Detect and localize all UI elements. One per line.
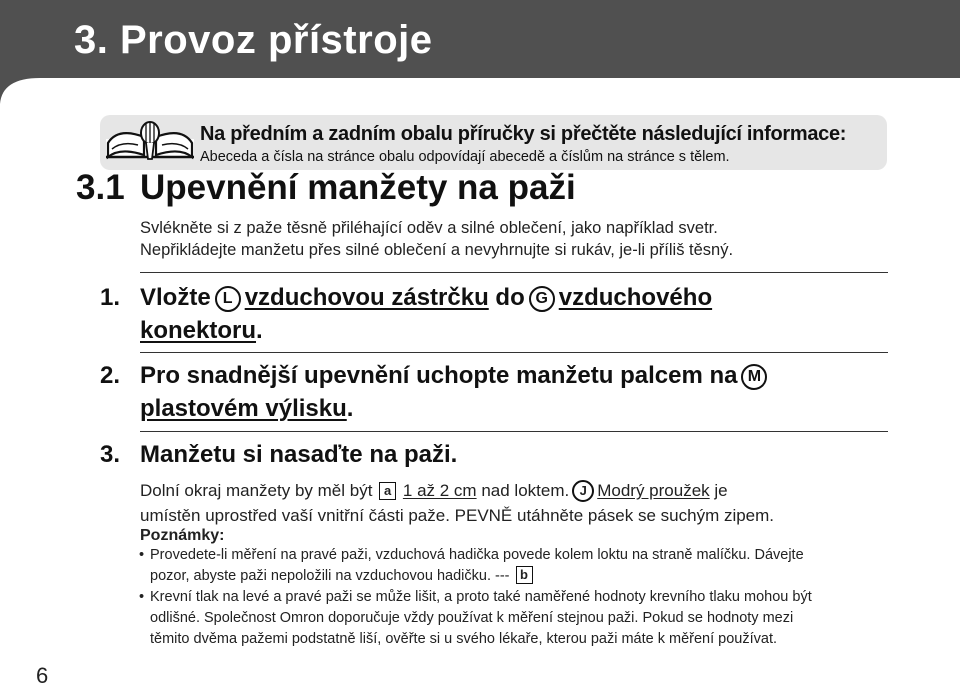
intro-line: Nepřikládejte manžetu přes silné oblečení a nevyhrnujte si rukáv, je-li příliš těsný. — [140, 241, 734, 259]
section-intro — [140, 217, 733, 261]
section-heading — [76, 168, 576, 208]
notice-title: Na předním a zadním obalu příručky si přečtěte následující informace: — [200, 123, 847, 145]
divider — [140, 352, 888, 353]
ref-box-b: b — [516, 566, 533, 584]
step-number: 2. — [100, 362, 121, 389]
notice-box — [100, 115, 887, 170]
marker-g: G — [529, 286, 555, 312]
note-item: • Krevní tlak na levé a pravé paži se může lišit, a proto také naměřené hodnoty krevního tlaku mohou být odlišné. Společnost Omron doporučuje vždy používat k měření stejnou paži. Pokud se hodnoty mezi těmito dvěma pažemi podstatně liší, ověřte si u svého lékaře, kterou paži máte k měření používat. — [137, 587, 812, 650]
page-header — [0, 0, 960, 104]
open-book-icon — [104, 119, 196, 167]
step-number: 3. — [100, 441, 121, 468]
step-text: Manžetu si nasaďte na paži. — [140, 441, 458, 468]
step-number: 1. — [100, 284, 121, 311]
notes-heading: Poznámky: — [140, 527, 225, 544]
notes-list — [137, 545, 812, 650]
divider — [140, 431, 888, 432]
body-line-1: Dolní okraj manžety by měl být a 1 až 2 cm nad loktem. J Modrý proužek je — [140, 481, 728, 500]
air-jack-link-cont: konektoru — [140, 317, 257, 344]
section-title: Upevnění manžety na paži — [140, 168, 576, 207]
marker-j: J — [572, 480, 594, 502]
section-number: 3.1 — [76, 168, 125, 207]
divider — [140, 272, 888, 273]
marker-l: L — [215, 286, 241, 312]
step-text: Vložte L vzduchovou zástrčku do G vzduchového konektoru. — [140, 284, 713, 344]
body-line-2: umístěn uprostřed vaší vnitřní části paže. PEVNĚ utáhněte pásek se suchým zipem. — [140, 506, 775, 525]
range-label: 1 až 2 cm — [402, 481, 477, 500]
note-item: • Provedete-li měření na pravé paži, vzduchová hadička povede kolem loktu na straně malíčku. Dávejte pozor, abyste paži nepoložili na vzduchovou hadičku. --- b — [137, 545, 812, 587]
intro-line: Svlékněte si z paže těsně přiléhající oděv a silné oblečení, jako například svetr. — [140, 219, 718, 237]
page-title: 3. Provoz přístroje — [74, 18, 433, 62]
blue-stripe-link: Modrý proužek — [597, 481, 710, 500]
ref-box-a: a — [379, 482, 396, 500]
marker-m: M — [741, 364, 767, 390]
notice-subtitle: Abeceda a čísla na stránce obalu odpovídají abecedě a číslům na stránce s tělem. — [200, 149, 730, 165]
page-number: 6 — [36, 663, 49, 688]
air-jack-link: vzduchového — [558, 284, 713, 311]
step-text: Pro snadnější upevnění uchopte manžetu palcem na M plastovém výlisku. — [140, 359, 771, 425]
plastic-mould-link: plastovém výlisku — [140, 395, 347, 422]
step-3-body — [140, 478, 774, 528]
air-plug-link: vzduchovou zástrčku — [244, 284, 489, 311]
